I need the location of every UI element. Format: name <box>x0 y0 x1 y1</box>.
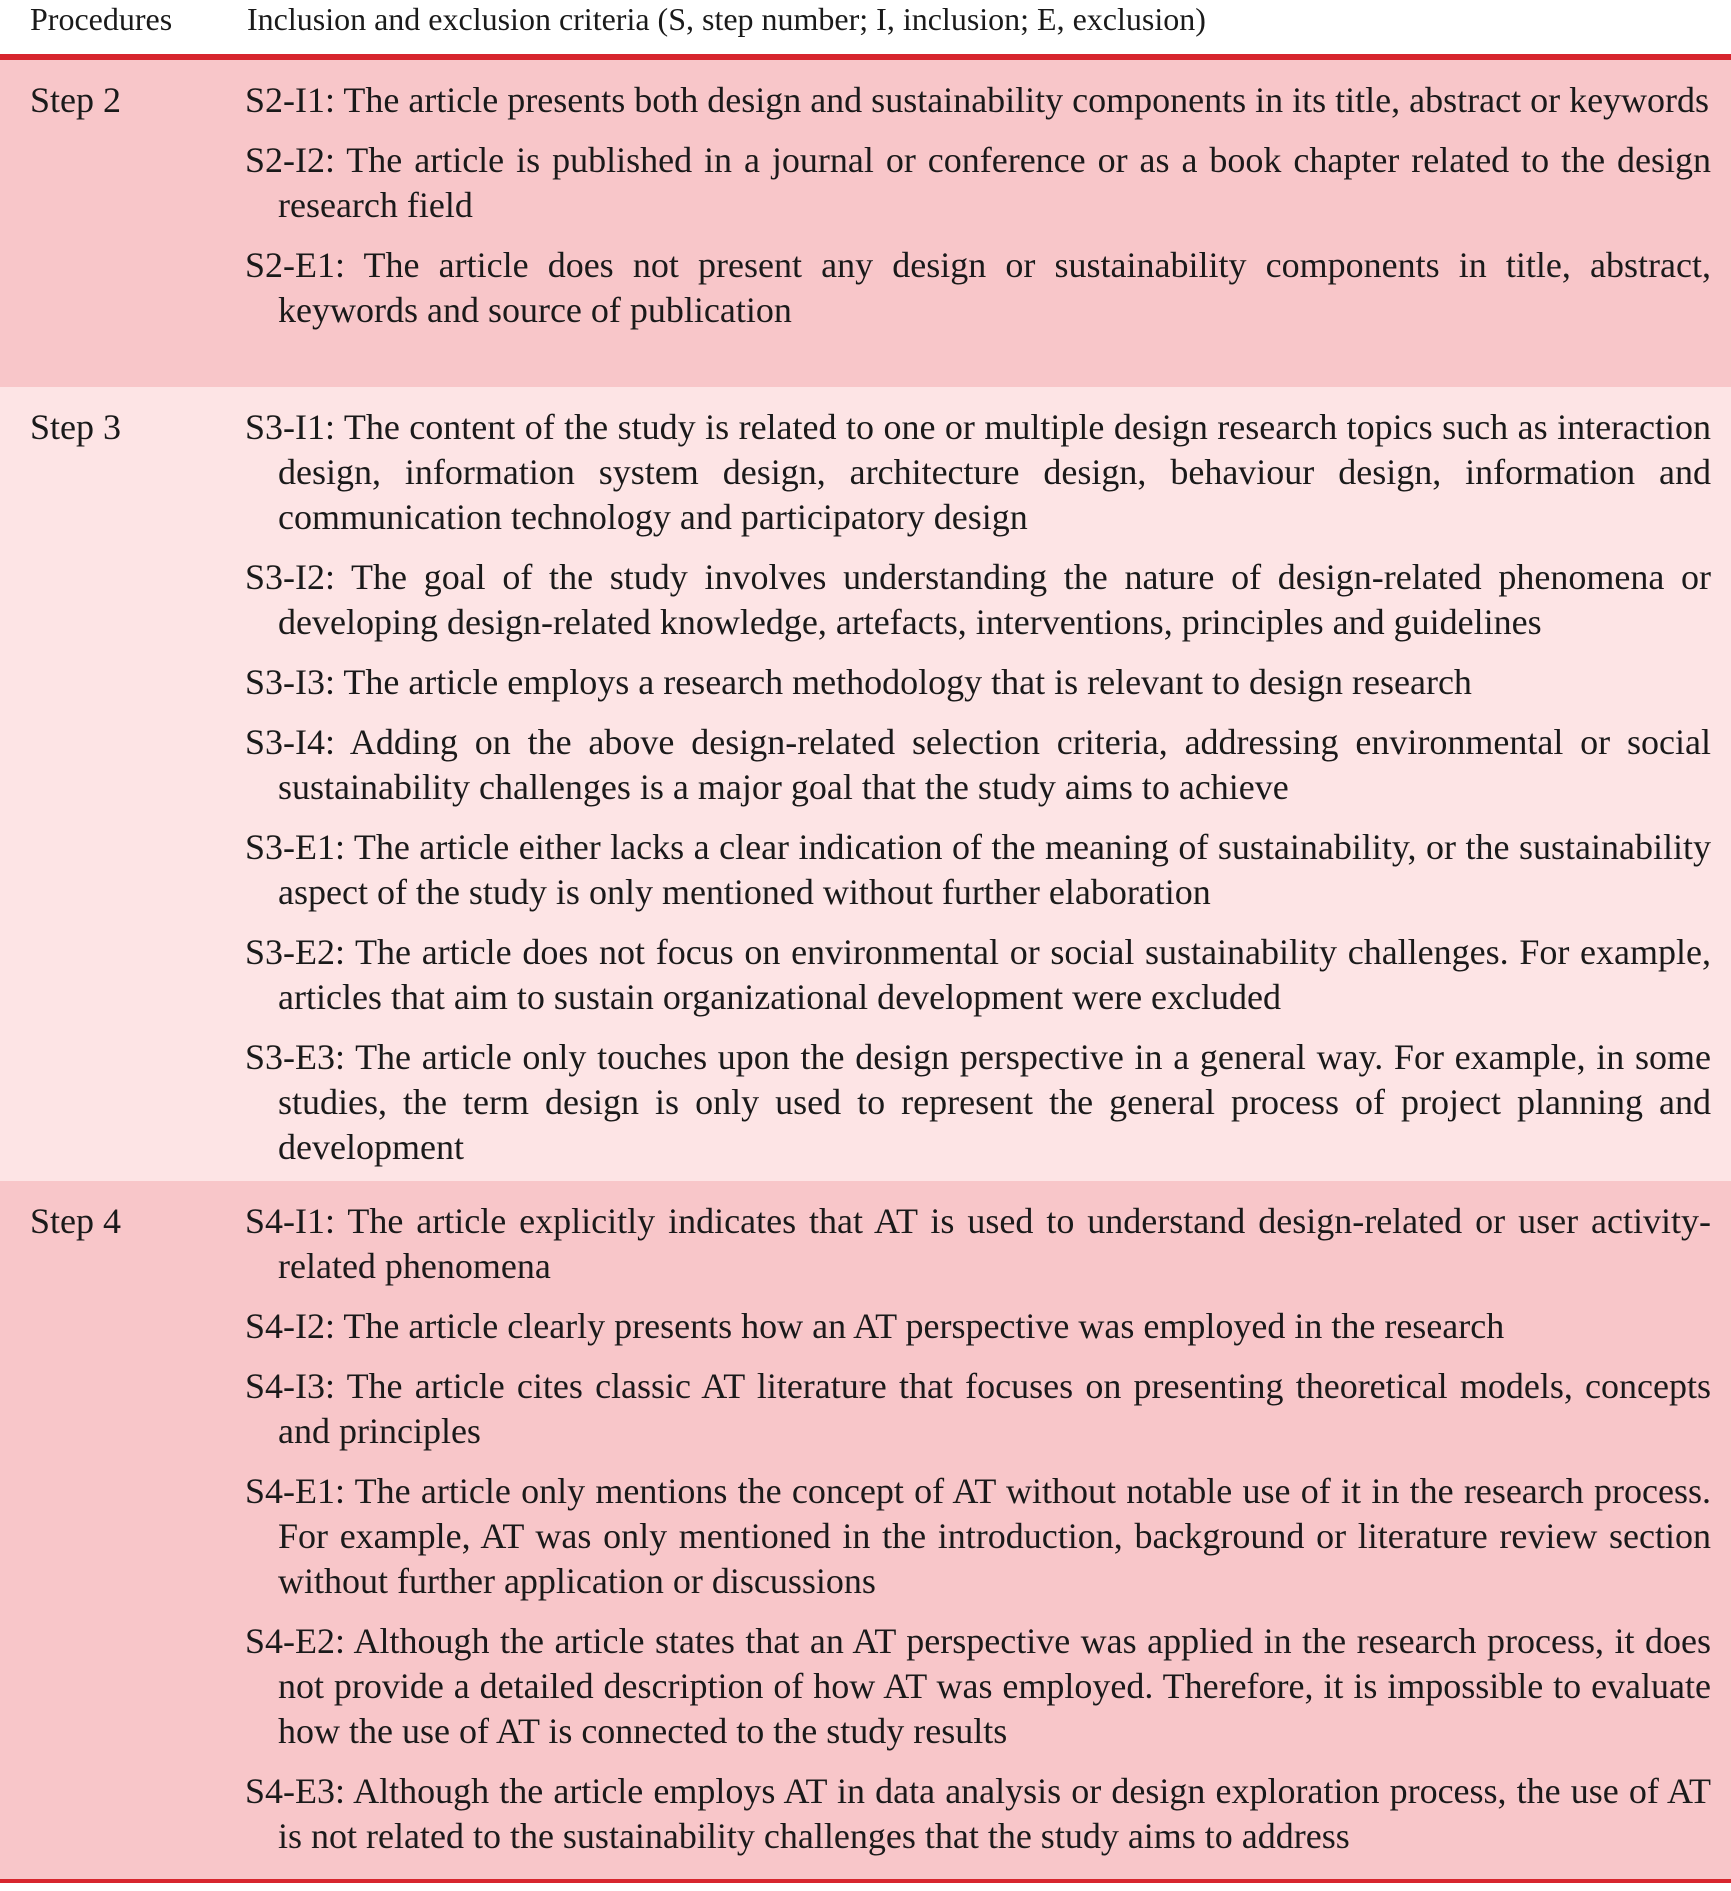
criterion: S3-I4: Adding on the above design-related selection criteria, addressing environmental or social sustainability challenges is a major goal that the study aims to achieve <box>245 722 1711 807</box>
step-label: Step 2 <box>30 80 122 120</box>
header-procedures: Procedures <box>30 1 173 37</box>
criteria-list <box>245 60 1731 387</box>
criterion: S4-I3: The article cites classic AT literature that focuses on presenting theoretical models, concepts and principles <box>245 1366 1711 1451</box>
criterion: S4-I2: The article clearly presents how an AT perspective was employed in the research <box>245 1306 1505 1346</box>
criterion: S3-I3: The article employs a research methodology that is relevant to design research <box>245 662 1472 702</box>
criterion: S4-E2: Although the article states that an AT perspective was applied in the research process, it does not provide a detailed description of how AT was employed. Therefore, it is impossible to evaluate how the use of AT is connected to the study results <box>245 1621 1711 1751</box>
step-label: Step 3 <box>30 407 122 447</box>
bottom-rule <box>0 1879 1731 1883</box>
criterion: S3-I2: The goal of the study involves understanding the nature of design-related phenomena or developing design-related knowledge, artefacts, interventions, principles and guidelines <box>245 557 1711 642</box>
step-4-group <box>0 1181 1731 1879</box>
criterion: S3-E3: The article only touches upon the design perspective in a general way. For example, in some studies, the term design is only used to represent the general process of project planning and development <box>245 1037 1711 1167</box>
criterion: S2-I1: The article presents both design and sustainability components in its title, abstract or keywords <box>245 80 1710 120</box>
criterion: S3-E2: The article does not focus on environmental or social sustainability challenges. For example, articles that aim to sustain organizational development were excluded <box>245 932 1711 1017</box>
header-criteria: Inclusion and exclusion criteria (S, step number; I, inclusion; E, exclusion) <box>247 1 1206 37</box>
criterion: S2-E1: The article does not present any design or sustainability components in title, abstract, keywords and source of publication <box>245 245 1711 330</box>
criteria-list <box>245 1181 1731 1879</box>
step-3-group <box>0 387 1731 1181</box>
criterion: S3-E1: The article either lacks a clear indication of the meaning of sustainability, or the sustainability aspect of the study is only mentioned without further elaboration <box>245 827 1711 912</box>
criteria-list <box>245 387 1731 1181</box>
criterion: S4-E3: Although the article employs AT in data analysis or design exploration process, the use of AT is not related to the sustainability challenges that the study aims to address <box>245 1771 1711 1856</box>
criterion: S4-I1: The article explicitly indicates that AT is used to understand design-related or user activity-related phenomena <box>245 1201 1711 1286</box>
step-2-group <box>0 60 1731 387</box>
criterion: S3-I1: The content of the study is related to one or multiple design research topics such as interaction design, information system design, architecture design, behaviour design, information and communication technology and participatory design <box>245 407 1711 537</box>
step-label: Step 4 <box>30 1201 122 1241</box>
criterion: S2-I2: The article is published in a journal or conference or as a book chapter related to the design research field <box>245 140 1711 225</box>
table-header <box>0 0 1731 54</box>
criterion: S4-E1: The article only mentions the concept of AT without notable use of it in the research process. For example, AT was only mentioned in the introduction, background or literature review section without further application or discussions <box>245 1471 1711 1601</box>
